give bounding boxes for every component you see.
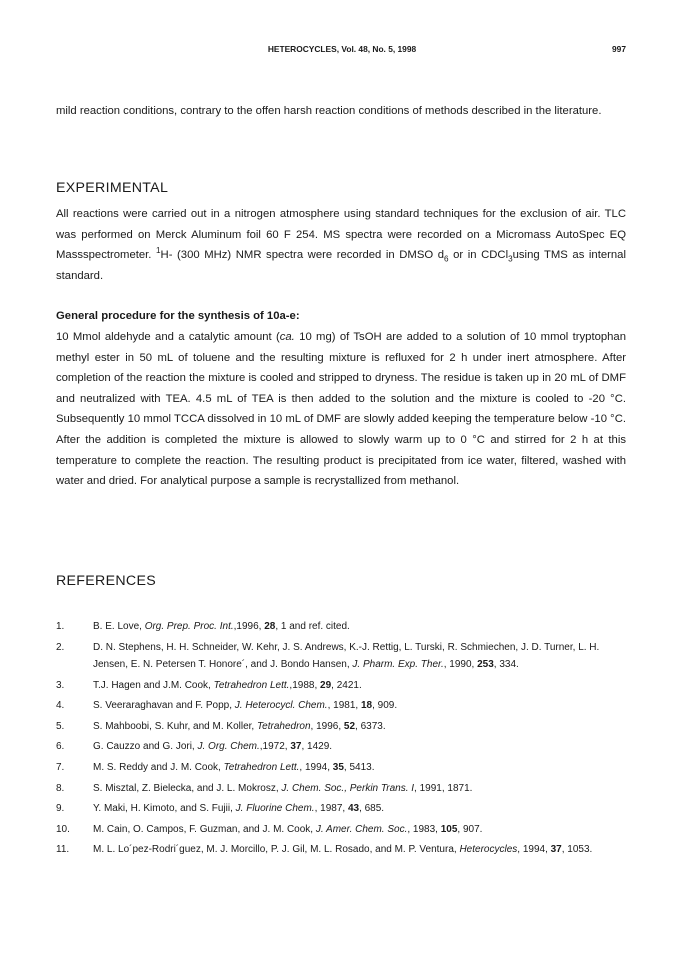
reference-item [56,800,628,817]
nmr-superscript: 1 [156,246,161,256]
volume-number: 37 [290,741,302,753]
reference-number: 2. [56,641,65,653]
references-heading: REFERENCES [56,573,156,589]
reference-item [56,821,628,838]
journal-name: J. Amer. Chem. Soc. [315,823,408,835]
reference-item [56,780,628,797]
reference-item [56,738,628,755]
reference-item [56,841,628,858]
reference-text: Y. Maki, H. Kimoto, and S. Fujii, J. Fluorine Chem., 1987, 43, 685. [93,803,385,815]
reference-text: S. Misztal, Z. Bielecka, and J. L. Mokrosz, J. Chem. Soc., Perkin Trans. I, 1991, 1871. [93,782,473,794]
volume-number: 18 [360,700,373,712]
reference-number: 5. [56,720,65,732]
reference-number: 9. [56,803,65,815]
experimental-paragraph: All reactions were carried out in a nitrogen atmosphere using standard techniques for the exclusion of air. TLC was performed on Merck Aluminum foil 60 F 254. MS spectra were recorded on a Micromass AutoSpec EQ Massspectrometer. $^1$H- (300 MHz) NMR spectra were recorded in DMSO $d_6$ or in CDCl$_3$using TMS as internal standard. [56,208,626,282]
volume-number: 253 [477,659,494,670]
general-procedure-paragraph: 10 Mmol aldehyde and a catalytic amount (ca. 10 mg) of TsOH are added to a solution of 10 mmol tryptophan methyl ester in 50 mL of toluene and the resulting mixture is refluxed for 2 h under inert atmosphere. After completion of the reaction the mixture is cooled and stripped to dryness. The residue is taken up in 20 mL of DMF and neutralized with TEA. 4.5 mL of TEA is then added to the solution and the mixture is cooled to -20 °C. Subsequently 10 mmol TCCA dissolved in 10 mL of DMF are slowly added keeping the temperature below -10 °C. After the addition is completed the mixture is allowed to slowly warm up to 0 °C and stirred for 2 h at this temperature to complete the reaction. The resulting product is precipitated from ice water, filtered, washed with water and dried. For analytical purpose a sample is recrystallized from methanol. [56,331,626,488]
reference-text: S. Mahboobi, S. Kuhr, and M. Koller, Tetrahedron, 1996, 52, 6373. [93,720,386,732]
reference-number: 4. [56,700,65,712]
reference-item [56,759,628,776]
reference-text: T.J. Hagen and J.M. Cook, Tetrahedron Lett.,1988, 29, 2421. [93,679,362,691]
general-procedure-heading: General procedure for the synthesis of 10a-e: [56,310,300,322]
journal-citation: HETEROCYCLES, Vol. 48, No. 5, 1998 [267,44,417,54]
experimental-heading: EXPERIMENTAL [56,180,169,196]
volume-number: 43 [347,803,360,815]
reference-item [56,639,628,674]
journal-name: J. Org. Chem. [197,741,260,753]
journal-name: Tetrahedron [256,720,311,732]
reference-text: M. Cain, O. Campos, F. Guzman, and J. M. Cook, J. Amer. Chem. Soc., 1983, 105, 907. [93,823,483,835]
page-number: 997 [612,44,626,54]
reference-number: 1. [56,621,65,632]
running-head [56,44,628,56]
intro-paragraph: mild reaction conditions, contrary to the offen harsh reaction conditions of methods described in the literature. [56,105,602,117]
journal-name: J. Pharm. Exp. Ther. [352,659,444,670]
reference-text: D. N. Stephens, H. H. Schneider, W. Kehr, J. S. Andrews, K.-J. Rettig, L. Turski, R. Schmiechen, J. D. Turner, L. H. Jensen, E. N. Petersen T. Honore´, and J. Bondo Hansen, J. Pharm. Exp. Ther., 1990, 253, 334. [93,641,600,670]
reference-item [56,618,628,635]
reference-number: 11. [56,844,70,856]
journal-name: Tetrahedron Lett. [223,761,300,773]
volume-number: 52 [343,720,356,732]
reference-item [56,697,628,714]
journal-name: Org. Prep. Proc. Int. [144,621,234,632]
reference-number: 10. [56,823,70,835]
journal-name: J. Chem. Soc., Perkin Trans. I [281,782,415,794]
reference-text: G. Cauzzo and G. Jori, J. Org. Chem.,1972, 37, 1429. [93,741,333,753]
reference-text: M. S. Reddy and J. M. Cook, Tetrahedron Lett., 1994, 35, 5413. [93,761,375,773]
reference-list [56,618,628,862]
volume-number: 29 [320,679,332,691]
journal-name: Heterocycles [459,844,518,856]
volume-number: 28 [264,621,276,632]
journal-name: J. Fluorine Chem. [235,803,315,815]
volume-number: 35 [332,761,344,773]
journal-name: J. Heterocycl. Chem. [234,700,328,712]
reference-number: 3. [56,679,65,691]
journal-name: Tetrahedron Lett. [213,679,290,691]
reference-text: M. L. Lo´pez-Rodri´guez, M. J. Morcillo, P. J. Gil, M. L. Rosado, and M. P. Ventura, Heterocycles, 1994, 37, 1053. [93,844,593,856]
reference-number: 7. [56,761,65,773]
reference-item [56,677,628,694]
volume-number: 37 [550,844,562,856]
volume-number: 105 [440,823,458,835]
reference-item [56,718,628,735]
reference-number: 6. [56,741,65,753]
reference-number: 8. [56,782,65,794]
reference-text: S. Veeraraghavan and F. Popp, J. Heterocycl. Chem., 1981, 18, 909. [93,700,398,712]
reference-text: B. E. Love, Org. Prep. Proc. Int.,1996, 28, 1 and ref. cited. [93,621,350,632]
